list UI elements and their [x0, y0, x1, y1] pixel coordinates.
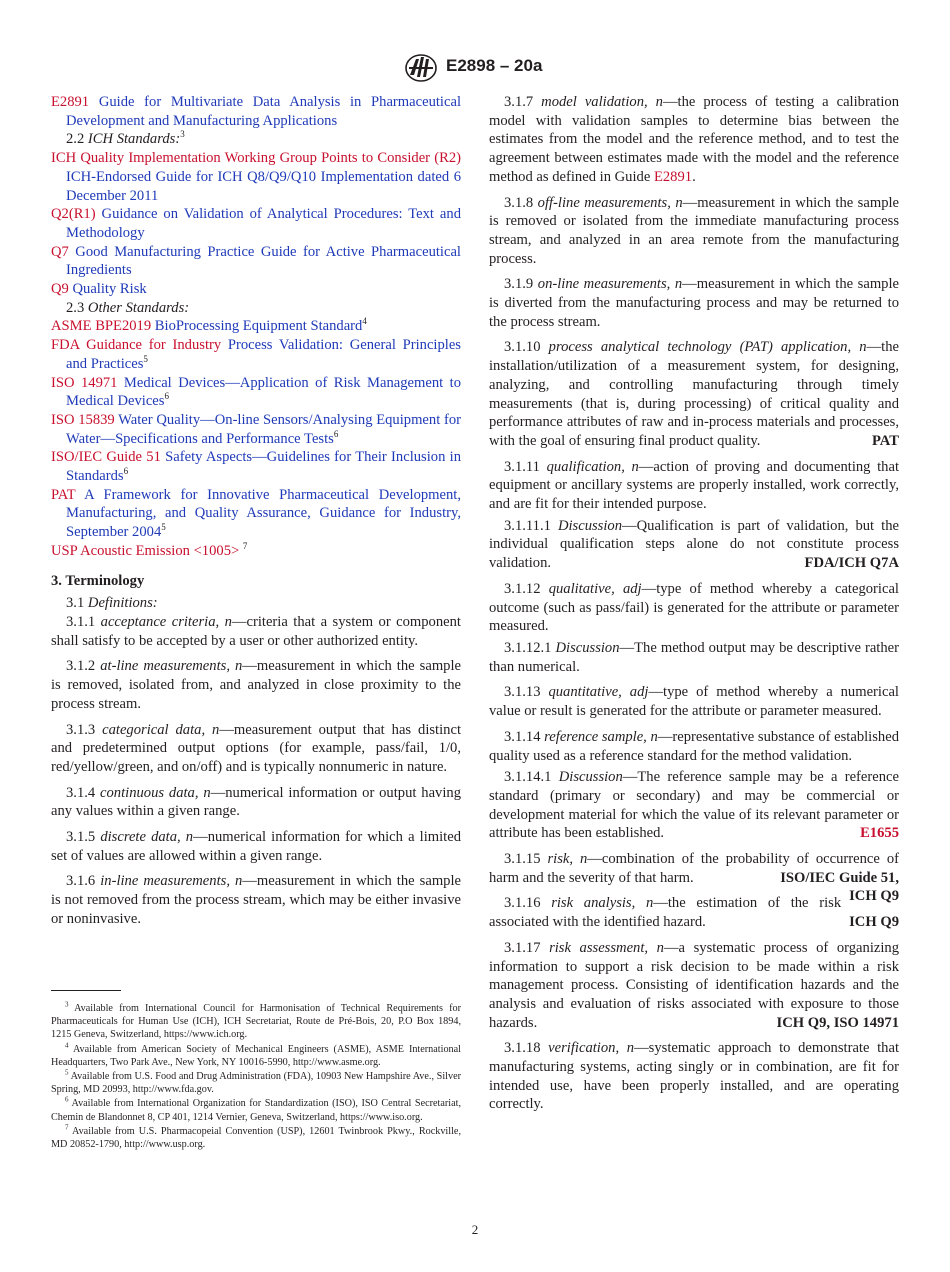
- reference-title-link[interactable]: BioProcessing Equipment Standard: [151, 318, 363, 335]
- footnote-ref: 6: [123, 466, 129, 477]
- reference-entry: [51, 243, 461, 280]
- reference-code-link[interactable]: ICH Quality Implementation Working Group Points to Consider (R2): [51, 150, 461, 167]
- reference-entry: [51, 317, 461, 336]
- definition: 3.1.17 risk assessment, n—a systematic process of organizing information to support a risk decision to be made within a risk management process. Consisting of identification hazards and the analysis and evaluation of risks associated with exposure to those hazards. ICH Q9, ISO 14971: [489, 939, 899, 1031]
- discussion: 3.1.11.1 Discussion—Qualification is part of validation, but the individual qualification steps alone do not constitute process validation. FDA/ICH Q7A: [489, 517, 899, 572]
- footnote-ref: 6: [333, 428, 339, 439]
- reference-entry: [51, 93, 461, 130]
- definition: 3.1.16 risk analysis, n—the estimation of the risk associated with the identified hazard. ICH Q9: [489, 895, 899, 931]
- section-heading: 3. Terminology: [51, 572, 145, 589]
- reference-entry: [51, 149, 461, 205]
- footnote: $^3$ Available from International Council for Harmonisation of Technical Requirements for Pharmaceuticals for Human Use (ICH), ICH Secretariat, Route de Pré-Bois, 20, P.O Box 1894, 1215 Geneva, Switzerland, https://www.ich.org.: [51, 1000, 461, 1041]
- reference-code-link[interactable]: ISO 14971: [51, 374, 118, 391]
- left-column: [51, 93, 461, 936]
- definition: 3.1.9 on-line measurements, n—measurement in which the sample is diverted from the manufacturing process and may be returned to the process stream.: [489, 276, 899, 330]
- document-id: E2898 – 20a: [446, 56, 543, 75]
- footnote: $^6$ Available from International Organization for Standardization (ISO), ISO Central Secretariat, Chemin de Blandonnet 8, CP 401, 1214 Vernier, Geneva, Switzerland, https://www.iso.org.: [51, 1096, 461, 1123]
- reference-entry: [51, 542, 461, 561]
- definition: 3.1.1 acceptance criteria, n—criteria that a system or component shall satisfy to be accepted by a user or other authorized entity.: [51, 613, 461, 649]
- footnote-ref: 6: [164, 391, 169, 402]
- footnote-ref: 7: [242, 541, 248, 552]
- reference-entry: [51, 280, 461, 299]
- reference-entry: [51, 486, 461, 542]
- reference-code-link[interactable]: ISO/IEC Guide 51: [51, 449, 161, 466]
- definition: 3.1.5 discrete data, n—numerical information for which a limited set of values are allowed within a given range.: [51, 829, 462, 864]
- reference-title-link[interactable]: Safety Aspects—Guidelines for Their Inclusion in Standards: [66, 449, 461, 485]
- source-citation: ISO/IEC Guide 51,: [780, 869, 899, 886]
- reference-title-link[interactable]: Water Quality—On-line Sensors/Analysing Equipment for Water—Specifications and Performance Tests: [66, 411, 461, 447]
- definition: 3.1.11 qualification, n—action of proving and documenting that equipment or ancillary systems are properly installed, work correctly, and are fit for their intended purpose.: [489, 458, 899, 513]
- definition: 3.1.15 risk, n—combination of the probability of occurrence of harm and the severity of that harm. ISO/IEC Guide 51, ICH Q9: [489, 851, 900, 905]
- definition: 3.1.2 at-line measurements, n—measurement in which the sample is removed, isolated from, and analyzed in close proximity to the process stream.: [51, 658, 462, 712]
- reference-code-link[interactable]: Q2(R1): [51, 206, 96, 223]
- footnote-divider: [51, 990, 121, 991]
- footnote: $^4$ Available from American Society of Mechanical Engineers (ASME), ASME International Headquarters, Two Park Ave., New York, NY 10016-5990, http://www.asme.org.: [51, 1041, 461, 1068]
- footnote: $^5$ Available from U.S. Food and Drug Administration (FDA), 10903 New Hampshire Ave., Silver Spring, MD 20993, http://www.fda.gov.: [51, 1068, 461, 1096]
- reference-title-link[interactable]: Process Validation: General Principles and Practices: [66, 337, 461, 372]
- source-citation: ICH Q9: [849, 888, 899, 905]
- reference-code-link[interactable]: Q7: [51, 243, 69, 260]
- page-number: 2: [471, 1222, 479, 1237]
- reference-entry: [51, 374, 461, 411]
- footnotes: [51, 1002, 461, 1152]
- source-citation: ICH Q9, ISO 14971: [776, 1014, 899, 1031]
- source-citation: ICH Q9: [849, 914, 899, 931]
- reference-title-link[interactable]: Guidance on Validation of Analytical Procedures: Text and Methodology: [66, 206, 461, 241]
- footnote-ref: 5: [161, 522, 166, 533]
- footnote-ref: 4: [362, 316, 367, 327]
- reference-link[interactable]: E2891: [653, 168, 693, 185]
- ich-standards-heading: 2.2 ICH Standards:$^3$: [66, 129, 185, 148]
- reference-code-link[interactable]: USP Acoustic Emission <1005>: [51, 542, 240, 559]
- reference-title-link[interactable]: A Framework for Innovative Pharmaceutical Development, Manufacturing, and Quality Assurance, Guidance for Industry, September 2004: [66, 486, 461, 541]
- definition: 3.1.6 in-line measurements, n—measurement in which the sample is not removed from the process stream, which may be either invasive or noninvasive.: [51, 873, 462, 927]
- reference-code-link[interactable]: ASME BPE2019: [51, 318, 152, 335]
- reference-title-link[interactable]: Medical Devices—Application of Risk Management to Medical Devices: [66, 374, 461, 410]
- reference-code-link[interactable]: PAT: [51, 486, 76, 503]
- page-header: [0, 50, 950, 86]
- definition: 3.1.7 model validation, n—the process of testing a calibration model with validation samples to determine bias between the estimates from the model and the reference method, and to test the agreement between estimates made with the model and the reference method as defined in Guide E2891.: [489, 94, 899, 185]
- reference-entry: [51, 411, 461, 448]
- reference-entry: [51, 336, 461, 373]
- reference-title-link[interactable]: Quality Risk: [68, 281, 147, 298]
- reference-code-link[interactable]: Q9: [51, 281, 69, 298]
- reference-title-link[interactable]: ICH-Endorsed Guide for ICH Q8/Q9/Q10 Implementation dated 6 December 2011: [66, 168, 461, 204]
- definition: 3.1.10 process analytical technology (PAT) application, n—the installation/utilization of a measurement system, for designing, analyzing, and controlling manufacturing through timely measurements (that is, during processing) of critical quality and performance attributes of raw and in-process materials and processes, with the goal of ensuring final product quality. PAT: [489, 339, 899, 449]
- reference-entry: [51, 448, 461, 485]
- definition: 3.1.12 qualitative, adj—type of method whereby a categorical outcome (such as pass/fail) is generated for the attribute or parameter measured.: [489, 580, 899, 635]
- source-citation-link[interactable]: E1655: [860, 825, 899, 842]
- source-citation: FDA/ICH Q7A: [804, 555, 899, 572]
- reference-code-link[interactable]: E2891: [51, 94, 90, 110]
- reference-title-link[interactable]: Guide for Multivariate Data Analysis in Pharmaceutical Development and Manufacturing Applications: [66, 94, 461, 129]
- definition: 3.1.8 off-line measurements, n—measurement in which the sample is removed or isolated from the immediate manufacturing process stream, and analyzed in an area remote from the manufacturing process.: [489, 194, 900, 267]
- definitions-subheading: 3.1 Definitions:: [66, 595, 158, 612]
- discussion: 3.1.14.1 Discussion—The reference sample may be a reference standard (primary or secondary) and may be commercial or development material for which the value of its relevant parameter or attribute has been established. E1655: [489, 769, 899, 842]
- reference-title-link[interactable]: Good Manufacturing Practice Guide for Active Pharmaceutical Ingredients: [66, 243, 461, 279]
- definition: 3.1.18 verification, n—systematic approach to demonstrate that manufacturing systems, acting singly or in combination, are fit for intended use, have been properly installed, and are operating correctly.: [489, 1040, 900, 1113]
- other-standards-heading: 2.3 Other Standards:: [66, 299, 190, 316]
- footnote: $^7$ Available from U.S. Pharmacopeial Convention (USP), 12601 Twinbrook Pkwy., Rockville, MD 20852-1790, http://www.usp.org.: [51, 1123, 461, 1151]
- definition: 3.1.4 continuous data, n—numerical information or output having any values within a given range.: [51, 784, 461, 820]
- astm-logo-icon: [404, 53, 438, 83]
- definition: 3.1.3 categorical data, n—measurement output that has distinct and predetermined output options (for example, pass/fail, 1/0, red/yellow/green, and on/off) and is typically nonnumeric in nature.: [51, 721, 461, 775]
- source-citation: PAT: [871, 432, 899, 449]
- right-column: [489, 93, 899, 1121]
- footnote-ref: 5: [143, 353, 148, 364]
- reference-code-link[interactable]: ISO 15839: [51, 411, 115, 428]
- footnote-ref: 3: [180, 129, 185, 140]
- reference-entry: [51, 205, 461, 242]
- reference-code-link[interactable]: FDA Guidance for Industry: [51, 337, 222, 354]
- definition: 3.1.13 quantitative, adj—type of method whereby a numerical value or result is generated for the attribute or parameter measured.: [489, 684, 899, 720]
- definition: 3.1.14 reference sample, n—representative substance of established quality used as a reference standard for the method validation.: [489, 728, 899, 764]
- discussion: 3.1.12.1 Discussion—The method output may be descriptive rather than numerical.: [489, 639, 899, 675]
